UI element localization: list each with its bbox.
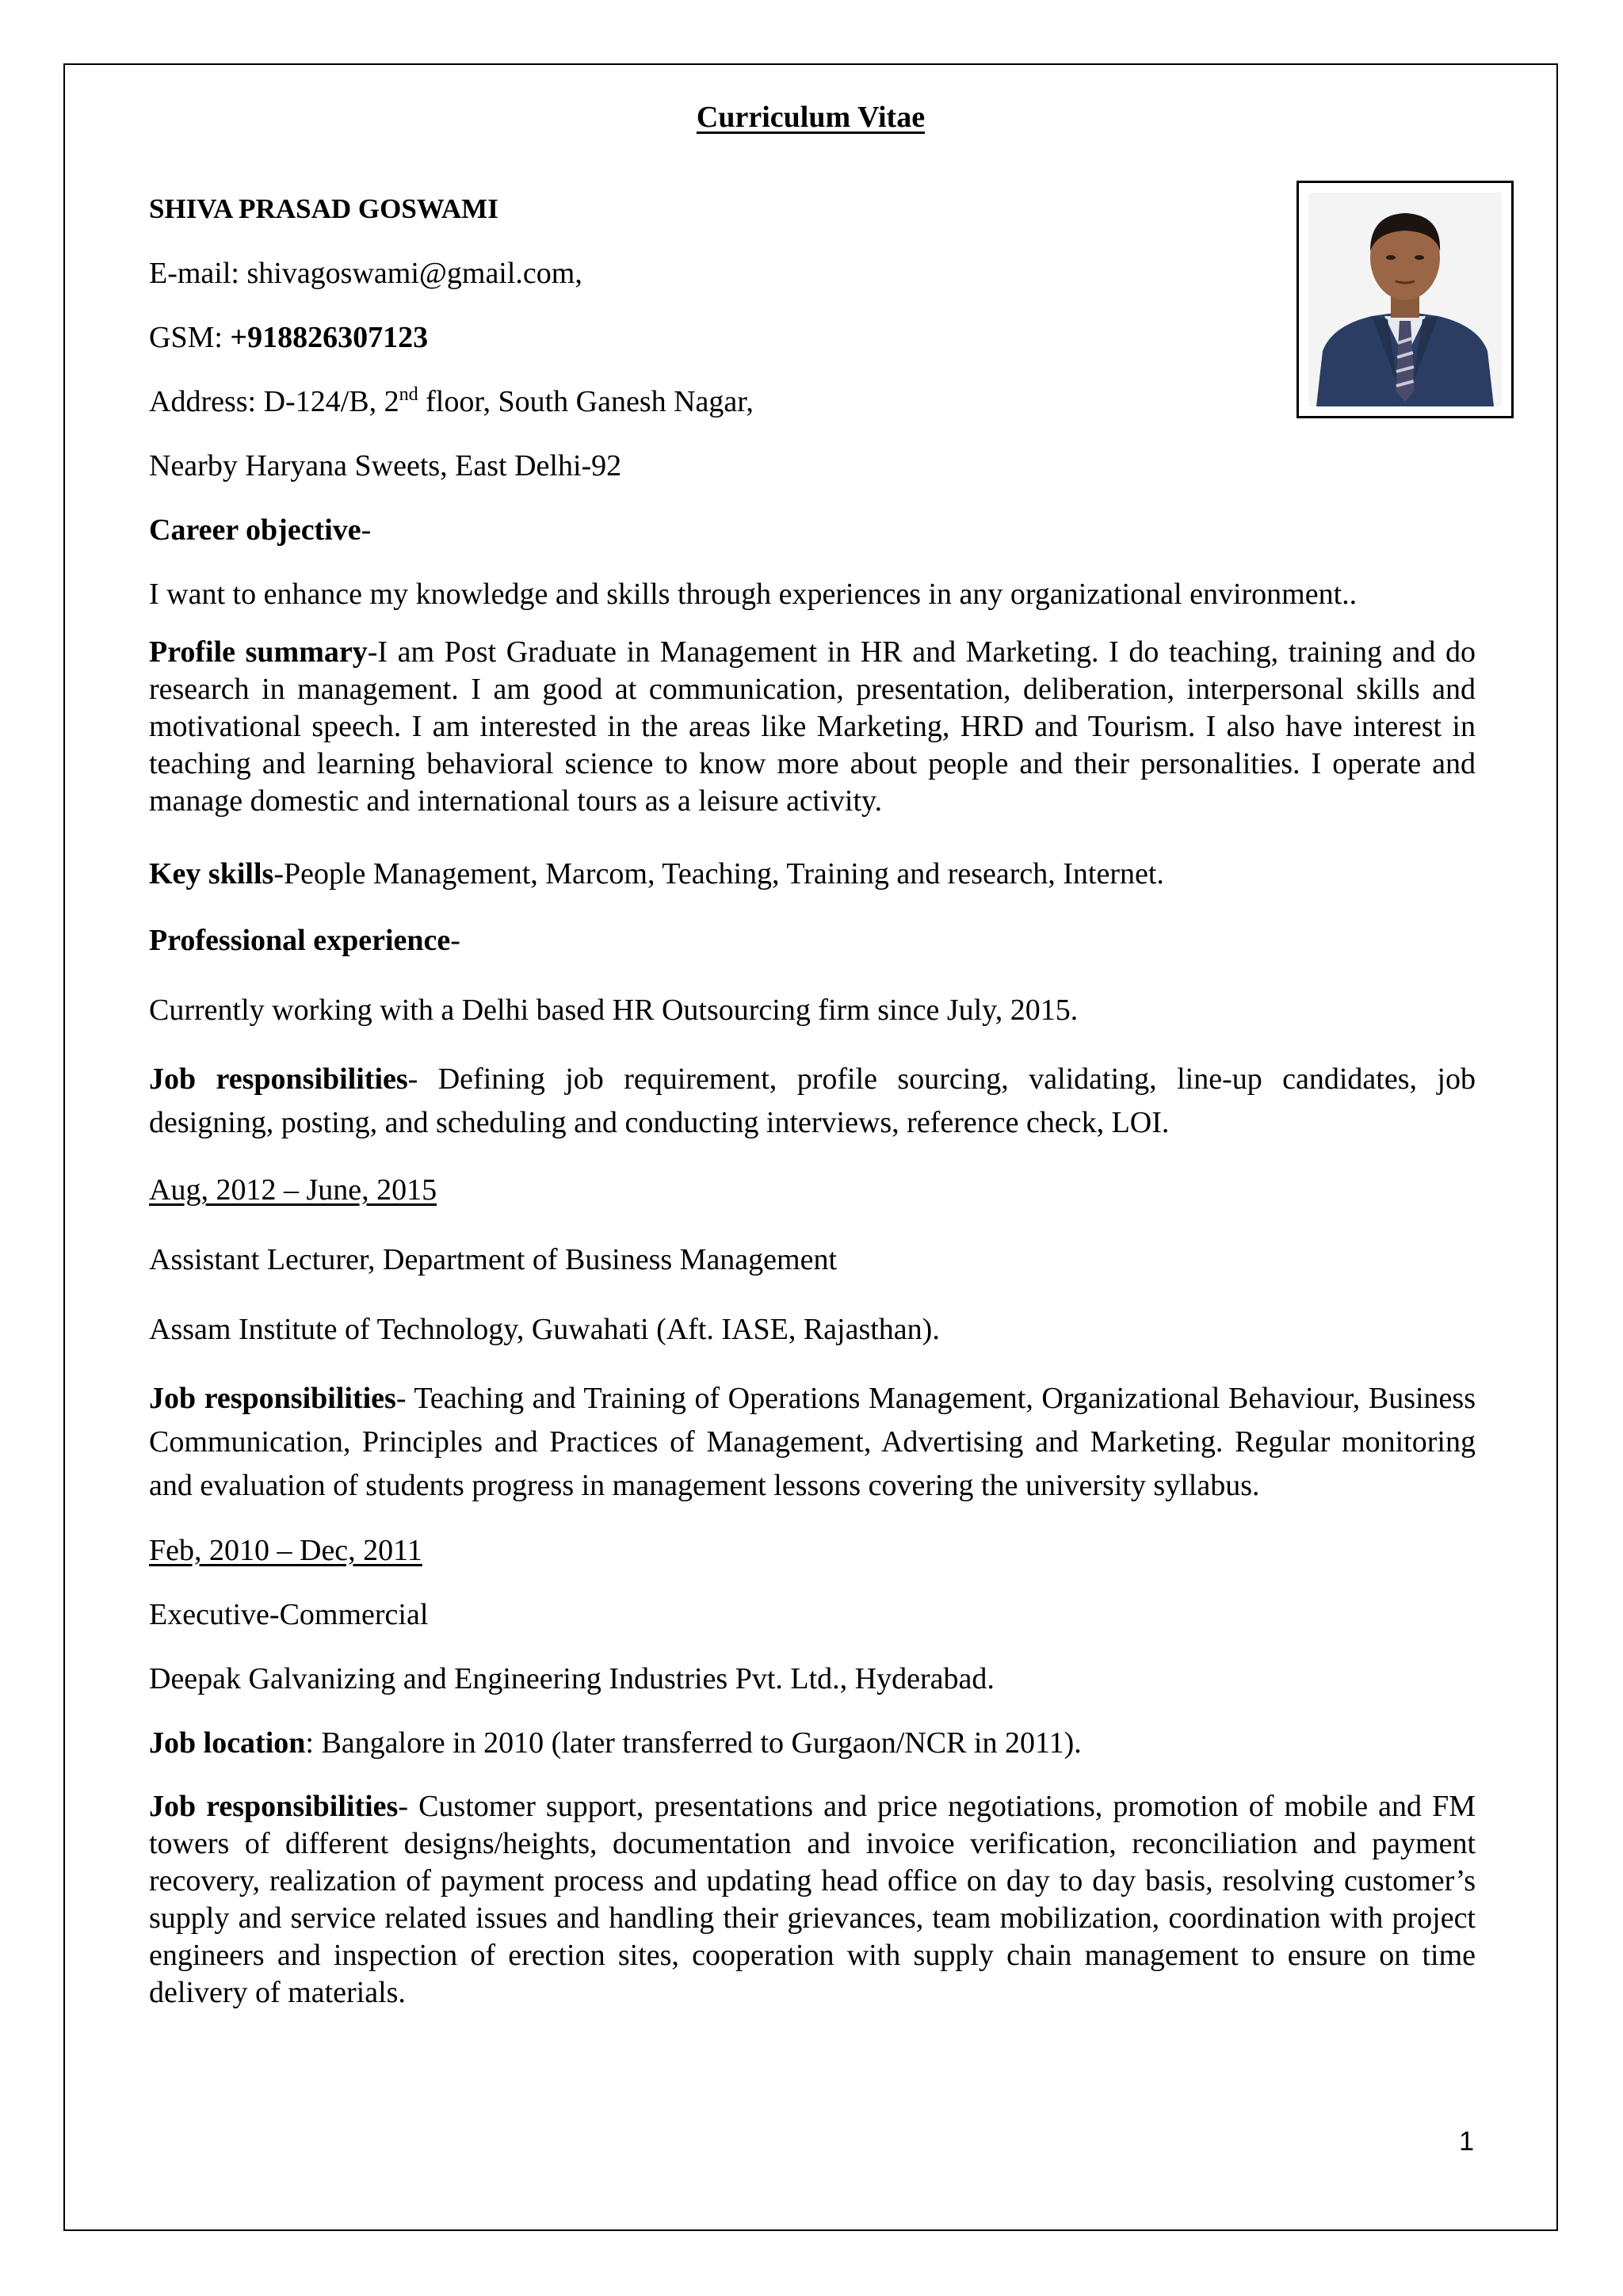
- current-job-responsibilities: [149, 1058, 1476, 1145]
- career-objective-heading: [149, 511, 1476, 549]
- address-superscript: nd: [399, 384, 418, 405]
- job-responsibilities: [149, 1788, 1476, 2012]
- key-skills: [149, 855, 1476, 893]
- email-label: E-mail:: [149, 257, 247, 290]
- job-organization: Deepak Galvanizing and Engineering Industries Pvt. Ltd., Hyderabad.: [149, 1662, 995, 1695]
- document-title: Curriculum Vitae: [696, 101, 926, 134]
- section-heading: Professional experience: [149, 924, 451, 957]
- responsibilities-text: - Defining job requirement, profile sourcing, validating, line-up candidates, job designing, posting, and scheduling and conducting interviews, reference check, LOI.: [149, 1062, 1476, 1139]
- gsm-value: +918826307123: [230, 321, 429, 354]
- heading-dash: -: [450, 924, 460, 957]
- cv-body: [149, 190, 1476, 2012]
- responsibilities-label: Job responsibilities: [149, 1790, 399, 1823]
- responsibilities-text: - Teaching and Training of Operations Management, Organizational Behaviour, Business Communication, Principles and Practices of Management, Advertising and Marketing. Regular monitoring and evaluation of students progress in management lessons covering the university syllabus.: [149, 1382, 1476, 1502]
- career-objective-text: I want to enhance my knowledge and skills through experiences in any organizational environment..: [149, 578, 1358, 611]
- job-period-text: Feb, 2010 – Dec, 2011: [149, 1534, 422, 1567]
- address-part: D-124/B, 2: [263, 385, 399, 418]
- section-heading: Profile summary: [149, 635, 368, 669]
- address-line-1: [149, 383, 1476, 421]
- gsm-label: GSM:: [149, 321, 231, 354]
- key-skills-text: -People Management, Marcom, Teaching, Training and research, Internet.: [273, 857, 1164, 891]
- current-job-text: Currently working with a Delhi based HR Outsourcing firm since July, 2015.: [149, 994, 1079, 1027]
- address-label: Address:: [149, 385, 264, 418]
- candidate-name: SHIVA PRASAD GOSWAMI: [149, 193, 498, 224]
- job-location: [149, 1724, 1476, 1762]
- address-line-2: Nearby Haryana Sweets, East Delhi-92: [149, 449, 622, 482]
- gsm-line: [149, 318, 1476, 357]
- responsibilities-label: Job responsibilities: [149, 1382, 396, 1415]
- email-value: shivagoswami@gmail.com,: [246, 257, 582, 290]
- job-role: Executive-Commercial: [149, 1598, 429, 1631]
- document-page: [63, 63, 1558, 2231]
- profile-summary: [149, 634, 1476, 820]
- job-organization: Assam Institute of Technology, Guwahati (Aft. IASE, Rajasthan).: [149, 1313, 940, 1346]
- profile-summary-text: -I am Post Graduate in Management in HR and Marketing. I do teaching, training and do research in management. I am good at communication, presentation, deliberation, interpersonal skills and motivational speech. I am interested in the areas like Marketing, HRD and Tourism. I also have interest in teaching and learning behavioral science to know more about people and their personalities. I operate and manage domestic and international tours as a leisure activity.: [149, 635, 1476, 818]
- job-responsibilities: [149, 1377, 1476, 1508]
- email-line: [149, 254, 1476, 292]
- professional-experience-heading: [149, 921, 1476, 959]
- page-number: 1: [1459, 2126, 1474, 2157]
- address-part: floor, South Ganesh Nagar,: [418, 385, 754, 418]
- job-period-text: Aug, 2012 – June, 2015: [149, 1173, 437, 1207]
- heading-dash: -: [361, 513, 372, 547]
- job-location-label: Job location: [149, 1726, 306, 1760]
- job-role: Assistant Lecturer, Department of Business Management: [149, 1243, 838, 1276]
- job-period: [149, 1531, 1476, 1569]
- section-heading: Career objective: [149, 513, 361, 547]
- responsibilities-text: - Customer support, presentations and price negotiations, promotion of mobile and FM towers of different designs/heights, documentation and invoice verification, reconciliation and payment recovery, realization of payment process and updating head office on day to day basis, resolving customer’s supply and service related issues and handling their grievances, team mobilization, coordination with project engineers and inspection of erection sites, cooperation with supply chain management to ensure on time delivery of materials.: [149, 1790, 1476, 2009]
- job-period: [149, 1171, 1476, 1209]
- job-location-text: : Bangalore in 2010 (later transferred to Gurgaon/NCR in 2011).: [305, 1726, 1082, 1760]
- responsibilities-label: Job responsibilities: [149, 1062, 408, 1096]
- section-heading: Key skills: [149, 857, 274, 891]
